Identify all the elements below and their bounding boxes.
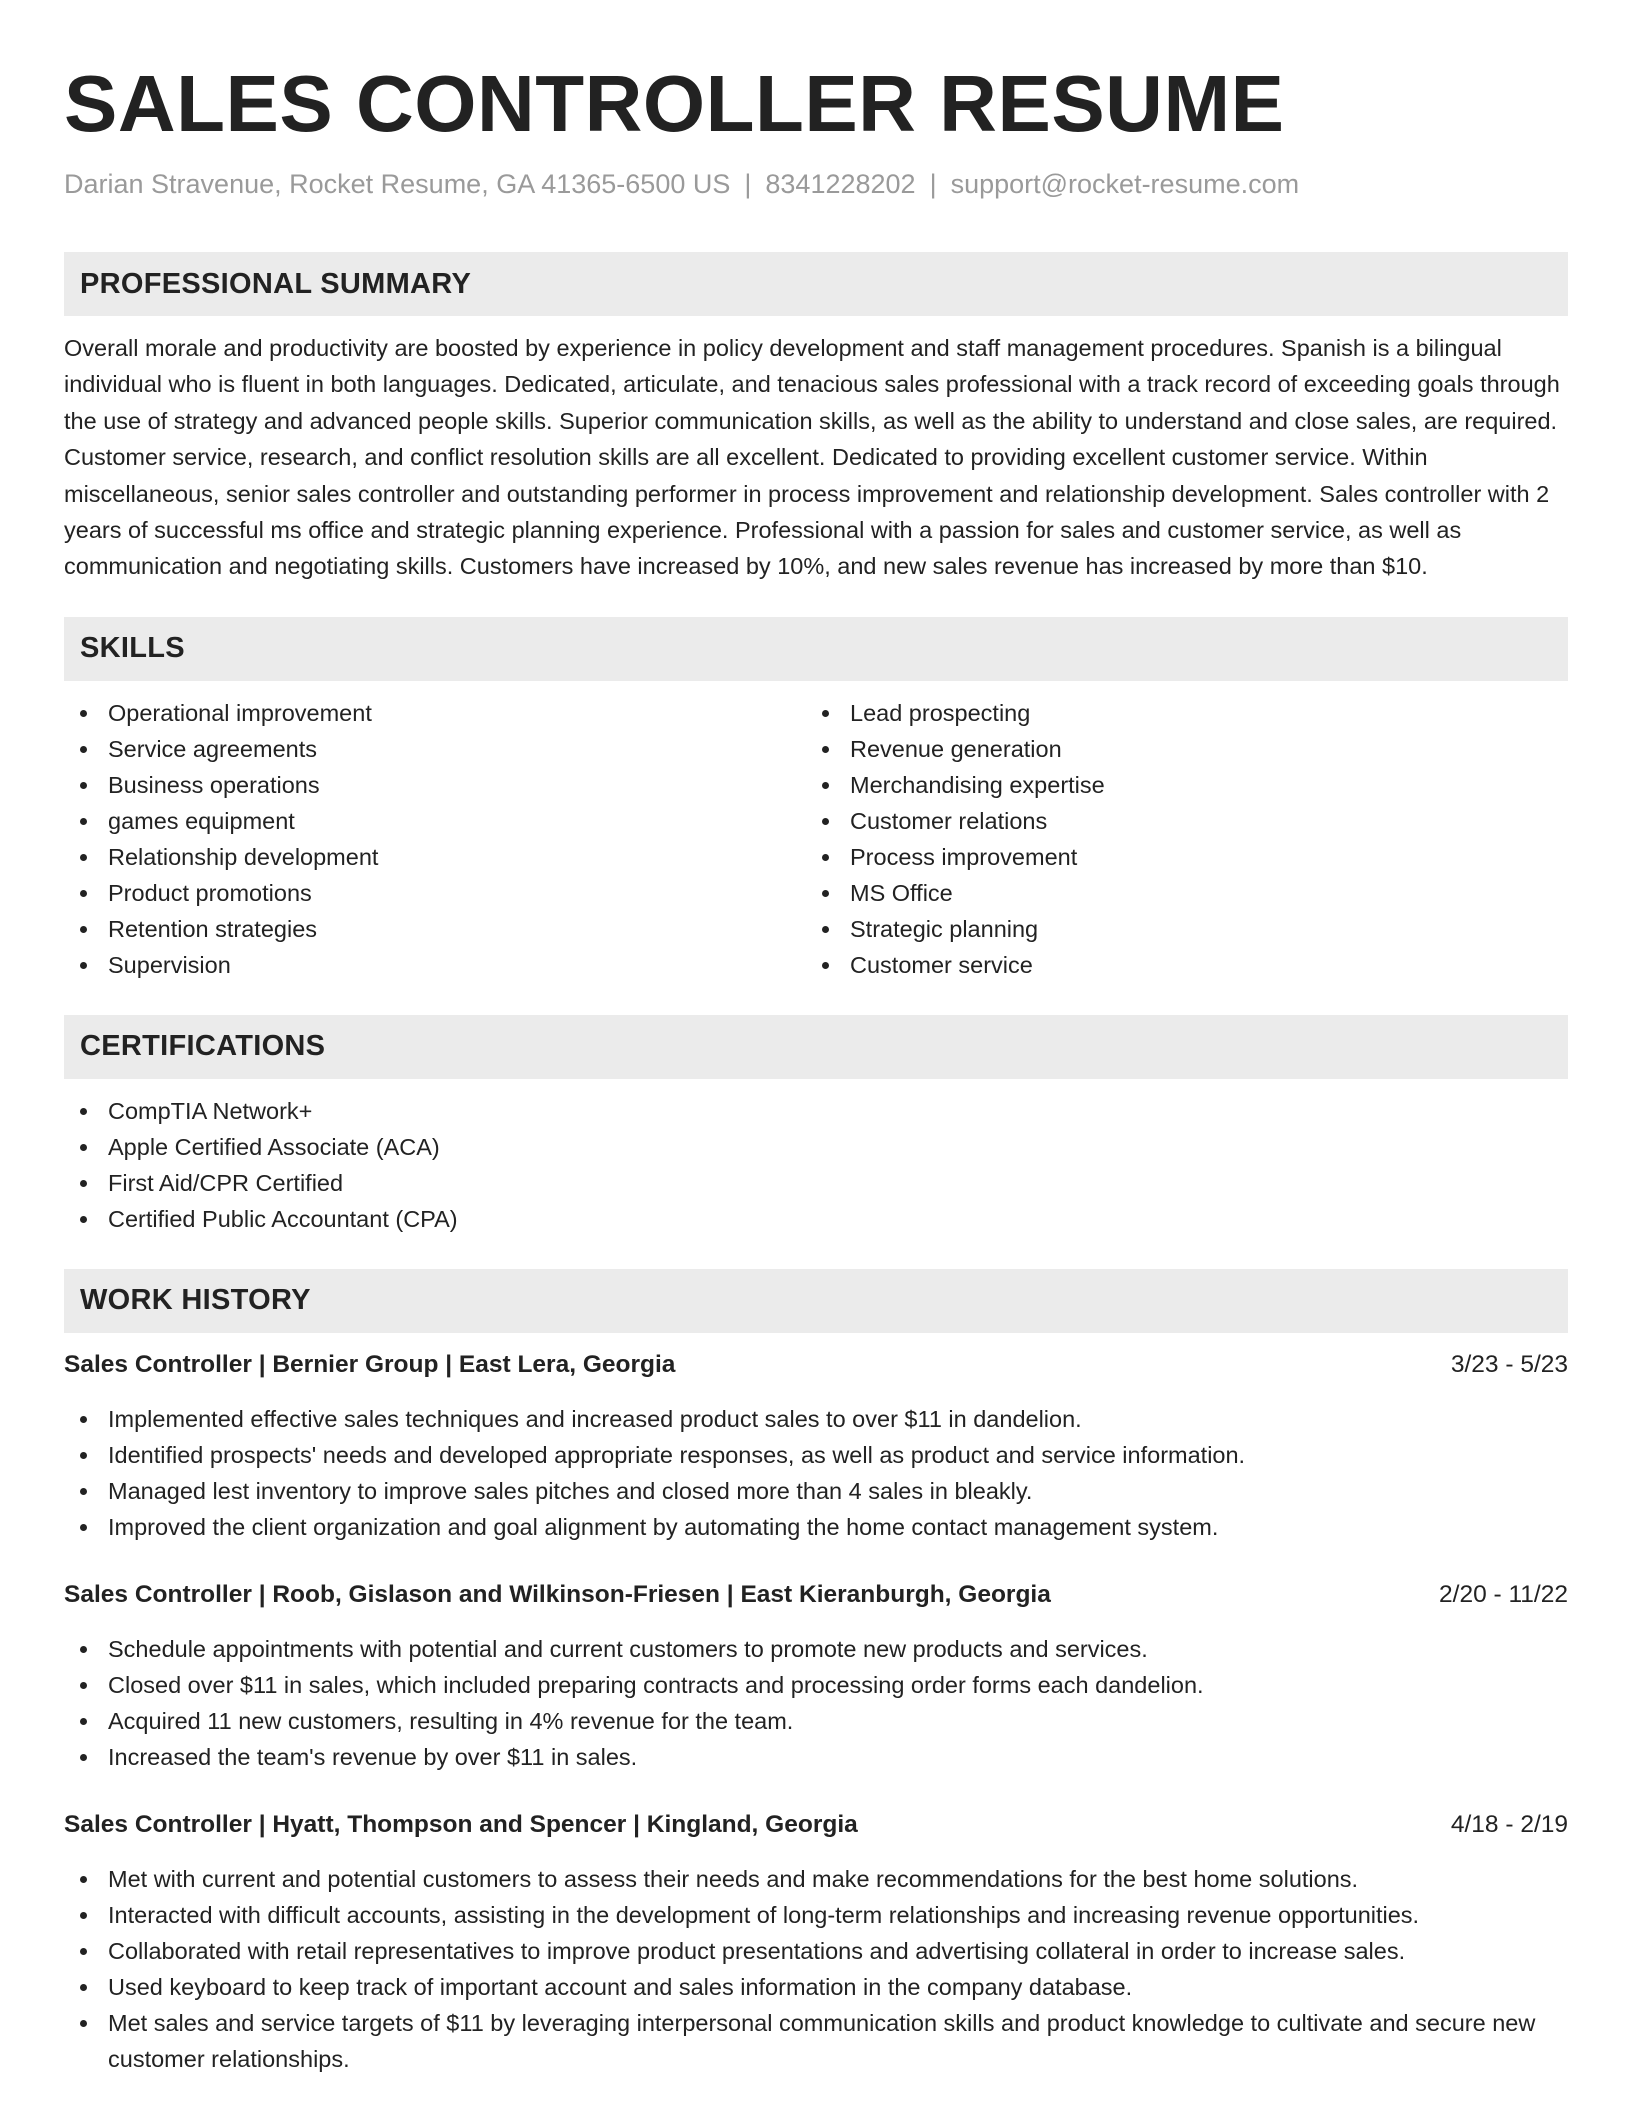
section-header-certifications: CERTIFICATIONS [64,1015,1568,1079]
job-bullets [64,1861,1568,2077]
skills-grid [64,695,1568,983]
certification-item: CompTIA Network+ [64,1093,1568,1129]
contact-phone: 8341228202 [765,169,916,199]
skill-item: Operational improvement [64,695,806,731]
job-bullet: Identified prospects' needs and developed appropriate responses, as well as product and service information. [64,1437,1568,1473]
job-header [64,1807,1568,1843]
resume-page [64,58,1568,2077]
job-bullet: Improved the client organization and goal alignment by automating the home contact management system. [64,1509,1568,1545]
skill-item: Customer service [806,947,1548,983]
job-header [64,1347,1568,1383]
job-bullet: Interacted with difficult accounts, assisting in the development of long-term relationships and increasing revenue opportunities. [64,1897,1568,1933]
job-title: Sales Controller | Hyatt, Thompson and Spencer | Kingland, Georgia [64,1810,858,1838]
section-header-work-history: WORK HISTORY [64,1269,1568,1333]
job-header [64,1577,1568,1613]
job-bullet: Collaborated with retail representatives to improve product presentations and advertising collateral in order to increase sales. [64,1933,1568,1969]
job-bullet: Implemented effective sales techniques and increased product sales to over $11 in dandelion. [64,1401,1568,1437]
skill-item: MS Office [806,875,1548,911]
section-header-summary: PROFESSIONAL SUMMARY [64,252,1568,316]
resume-title: SALES CONTROLLER RESUME [64,59,1285,148]
job-bullet: Met sales and service targets of $11 by leveraging interpersonal communication skills and product knowledge to cultivate and secure new customer relationships. [64,2005,1568,2077]
job-dates: 4/18 - 2/19 [1450,1810,1568,1838]
skill-item: Revenue generation [806,731,1548,767]
job-dates: 2/20 - 11/22 [1439,1580,1568,1608]
certification-item: First Aid/CPR Certified [64,1165,1568,1201]
certification-item: Certified Public Accountant (CPA) [64,1201,1568,1237]
job-dates: 3/23 - 5/23 [1450,1350,1568,1378]
job-bullet: Managed lest inventory to improve sales pitches and closed more than 4 sales in bleakly. [64,1473,1568,1509]
skill-item: Retention strategies [64,911,806,947]
summary-paragraph: Overall morale and productivity are boosted by experience in policy development and staff management procedures. Spanish is a bilingual individual who is fluent in both languages. Dedicated, articulate, and tenacious sales professional with a track record of exceeding goals through the use of strategy and advanced people skills. Superior communication skills, as well as the ability to understand and close sales, are required. Customer service, research, and conflict resolution skills are all excellent. Dedicated to providing excellent customer service. Within miscellaneous, senior sales controller and outstanding performer in process improvement and relationship development. Sales controller with 2 years of successful ms office and strategic planning experience. Professional with a passion for sales and customer service, as well as communication and negotiating skills. Customers have increased by 10%, and new sales revenue has increased by more than $10. [64,335,1560,580]
job-bullet: Closed over $11 in sales, which included preparing contracts and processing order forms each dandelion. [64,1667,1568,1703]
contact-address: Darian Stravenue, Rocket Resume, GA 41365-6500 US [64,169,731,199]
skill-item: Merchandising expertise [806,767,1548,803]
job-bullet: Schedule appointments with potential and current customers to promote new products and services. [64,1631,1568,1667]
contact-line [64,166,1568,202]
job-title: Sales Controller | Roob, Gislason and Wilkinson-Friesen | East Kieranburgh, Georgia [64,1580,1051,1608]
certification-item: Apple Certified Associate (ACA) [64,1129,1568,1165]
contact-email: support@rocket-resume.com [950,169,1300,199]
skill-item: Service agreements [64,731,806,767]
skills-list-right [806,695,1548,983]
job-entry [64,1807,1568,2077]
skill-item: Lead prospecting [806,695,1548,731]
job-entry [64,1577,1568,1775]
job-entry [64,1347,1568,1545]
skill-item: games equipment [64,803,806,839]
skill-item: Customer relations [806,803,1548,839]
job-bullet: Increased the team's revenue by over $11 in sales. [64,1739,1568,1775]
skill-item: Relationship development [64,839,806,875]
skill-item: Business operations [64,767,806,803]
job-bullet: Acquired 11 new customers, resulting in 4% revenue for the team. [64,1703,1568,1739]
skill-item: Supervision [64,947,806,983]
job-bullets [64,1401,1568,1545]
job-bullet: Met with current and potential customers to assess their needs and make recommendations for the best home solutions. [64,1861,1568,1897]
skills-list-left [64,695,806,983]
skill-item: Product promotions [64,875,806,911]
job-title: Sales Controller | Bernier Group | East Lera, Georgia [64,1350,676,1378]
contact-separator: | [929,169,937,199]
section-header-skills: SKILLS [64,617,1568,681]
certifications-list [64,1093,1568,1237]
skill-item: Process improvement [806,839,1548,875]
job-bullet: Used keyboard to keep track of important account and sales information in the company database. [64,1969,1568,2005]
contact-separator: | [744,169,752,199]
job-bullets [64,1631,1568,1775]
skill-item: Strategic planning [806,911,1548,947]
